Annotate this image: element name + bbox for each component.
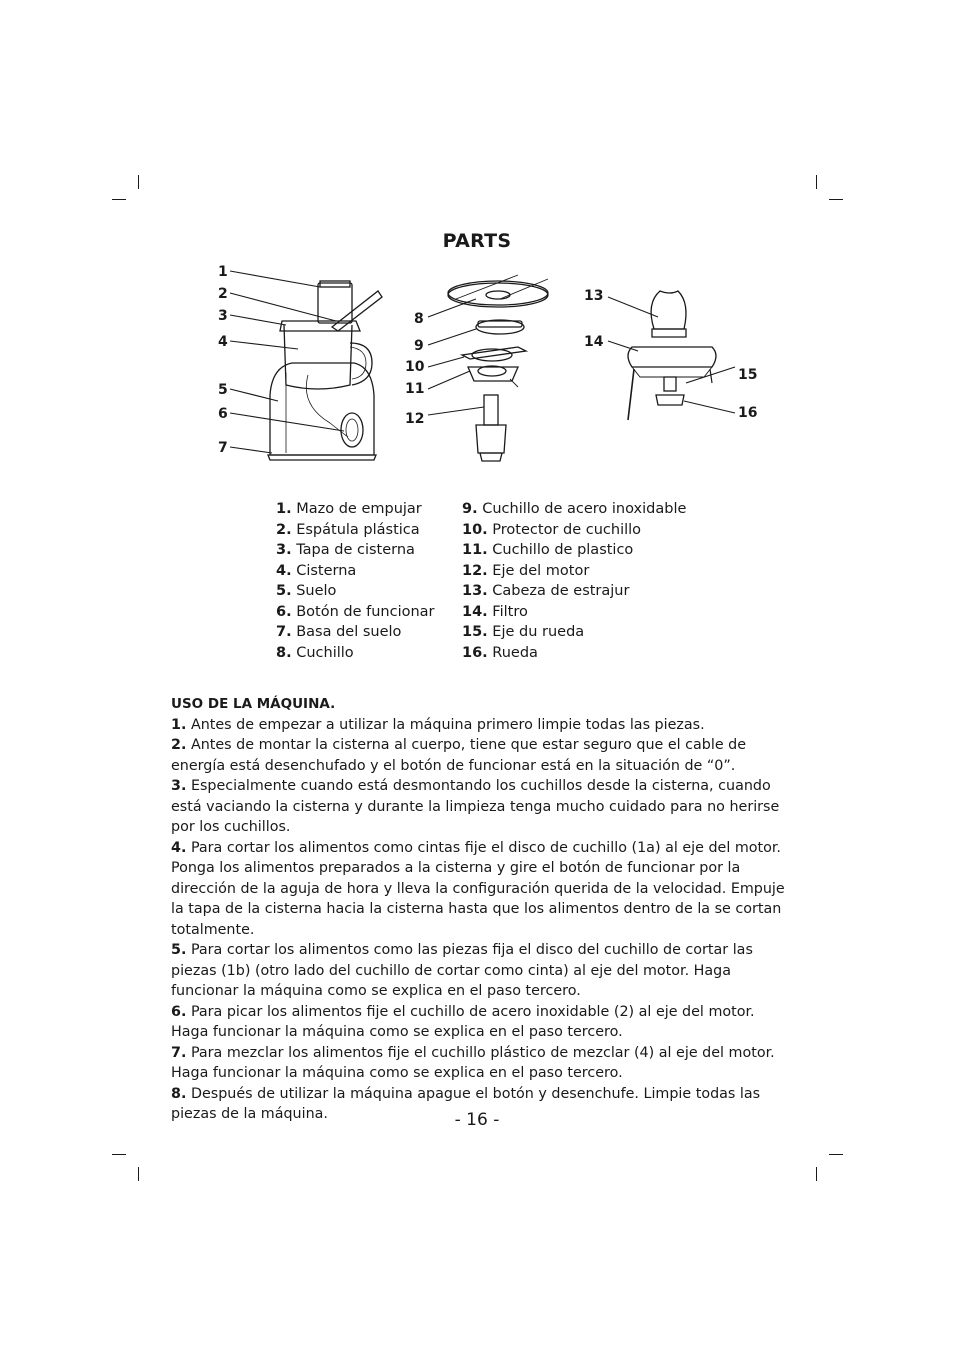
callout-12: 12 [405,411,425,427]
callout-16: 16 [738,405,758,421]
list-item: 9. Cuchillo de acero inoxidable [462,501,687,517]
callout-10: 10 [405,359,425,375]
usage-step: 2. Antes de montar la cisterna al cuerpo, tiene que estar seguro que el cable de energía está desenchufado y el botón de funcionar está en la situación de “0”. [171,737,747,774]
usage-step: 8. Después de utilizar la máquina apague el botón y desenchufe. Limpie todas las piezas de la máquina. [171,1085,761,1122]
callout-9: 9 [414,338,424,354]
callout-13: 13 [584,288,604,304]
list-item: 16. Rueda [462,644,538,661]
list-item: 13. Cabeza de estrajur [462,583,630,599]
crop-mark-top-right-h [829,199,843,200]
callout-7: 7 [218,440,228,456]
callout-11: 11 [405,381,425,397]
list-item: 6. Botón de funcionar [276,603,435,620]
usage-section [171,694,787,1125]
crop-mark-bottom-left-v [138,1167,139,1181]
page-number: - 16 - [454,1110,500,1130]
blade-discs-illustration [448,275,548,461]
parts-list-right [462,499,686,663]
callout-2: 2 [218,286,228,302]
usage-heading: USO DE LA MÁQUINA. [171,696,336,712]
list-item: 11. Cuchillo de plastico [462,542,634,558]
list-item: 12. Eje del motor [462,562,590,579]
usage-step: 4. Para cortar los alimentos como cintas fije el disco de cuchillo (1a) al eje del motor. Ponga los alimentos preparados a la cisterna y gire el botón de funcionar por la dirección de la aguja de hora y lleva la configuración querida de la velocidad. Empuje la tapa de la cisterna hacia la cisterna hasta que los alimentos dentro de la se cortan totalmente. [171,839,785,938]
list-item: 4. Cisterna [276,562,357,579]
callout-3: 3 [218,308,228,324]
usage-step: 7. Para mezclar los alimentos fije el cuchillo plástico de mezclar (4) al eje del motor. Haga funcionar la máquina como se explica en el paso tercero. [171,1044,775,1081]
callout-4: 4 [218,334,228,350]
crop-mark-top-right-v [816,175,817,189]
list-item: 3. Tapa de cisterna [276,542,415,558]
parts-diagram [200,255,780,470]
page-title: PARTS [442,230,512,252]
list-item: 7. Basa del suelo [276,624,402,640]
crop-mark-bottom-right-h [829,1154,843,1155]
callout-15: 15 [738,367,758,383]
callout-1: 1 [218,264,228,280]
list-item: 15. Eje du rueda [462,624,585,640]
list-item: 2. Espátula plástica [276,521,420,538]
callout-6: 6 [218,406,228,422]
callout-5: 5 [218,382,228,398]
list-item: 10. Protector de cuchillo [462,521,642,538]
callout-14: 14 [584,334,604,350]
crop-mark-top-left-h [112,199,126,200]
usage-step: 5. Para cortar los alimentos como las piezas fija el disco del cuchillo de cortar las piezas (1b) (otro lado del cuchillo de cortar como cinta) al eje del motor. Haga funcionar la máquina como se explica en el paso tercero. [171,942,753,999]
usage-step: 6. Para picar los alimentos fije el cuchillo de acero inoxidable (2) al eje del motor. Haga funcionar la máquina como se explica en el paso tercero. [171,1003,755,1040]
usage-step: 1. Antes de empezar a utilizar la máquina primero limpie todas las piezas. [171,716,705,733]
list-item: 5. Suelo [276,583,337,599]
crop-mark-top-left-v [138,175,139,189]
list-item: 8. Cuchillo [276,644,354,661]
list-item: 14. Filtro [462,603,528,620]
callout-8: 8 [414,311,424,327]
usage-step: 3. Especialmente cuando está desmontando los cuchillos desde la cisterna, cuando está vaciando la cisterna y durante la limpieza tenga mucho cuidado para no herirse por los cuchillos. [171,778,780,835]
parts-list-left [276,499,435,663]
crop-mark-bottom-right-v [816,1167,817,1181]
crop-mark-bottom-left-h [112,1154,126,1155]
list-item: 1. Mazo de empujar [276,501,422,517]
